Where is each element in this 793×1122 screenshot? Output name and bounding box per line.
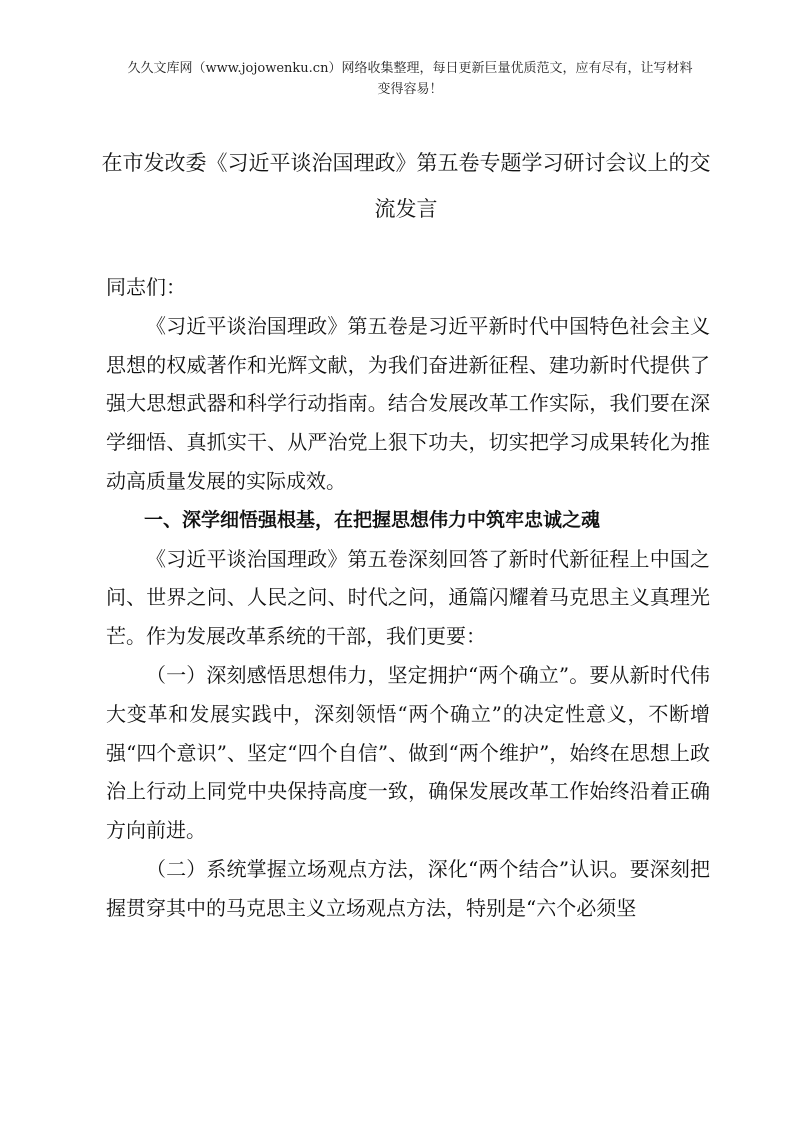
intro-paragraph: 《习近平谈治国理政》第五卷是习近平新时代中国特色社会主义思想的权威著作和光辉文献，为我们奋进新征程、建功新时代提供了强大思想武器和科学行动指南。结合发展改革工作实际，我们要在深学细悟、真抓实干、从严治党上狠下功夫，切实把学习成果转化为推动高质量发展的实际成效。 xyxy=(106,313,710,493)
section-heading-1: 一、深学细悟强根基，在把握思想伟力中筑牢忠诚之魂 xyxy=(144,508,601,531)
subsection-2-paragraph: （二）系统掌握立场观点方法，深化“两个结合”认识。要深刻把握贯穿其中的马克思主义立场观点方法，特别是“六个必须坚 xyxy=(106,856,710,920)
header-line-2: 变得容易！ xyxy=(377,82,443,97)
title-line-1: 在市发改委《习近平谈治国理政》第五卷专题学习研讨会议上的交 xyxy=(101,151,711,175)
title-line-2: 流发言 xyxy=(374,197,438,221)
section-1-paragraph: 《习近平谈治国理政》第五卷深刻回答了新时代新征程上中国之问、世界之问、人民之问、时代之问，通篇闪耀着马克思主义真理光芒。作为发展改革系统的干部，我们更要： xyxy=(106,546,710,649)
page-header xyxy=(120,58,700,100)
salutation: 同志们： xyxy=(106,275,186,299)
document-body xyxy=(106,268,710,928)
subsection-1-paragraph: （一）深刻感悟思想伟力，坚定拥护“两个确立”。要从新时代伟大变革和发展实践中，深刻领悟“两个确立”的决定性意义，不断增强“四个意识”、坚定“四个自信”、做到“两个维护”，始终在思想上政治上行动上同党中央保持高度一致，确保发展改革工作始终沿着正确方向前进。 xyxy=(106,662,710,843)
document-title xyxy=(100,140,712,232)
header-line-1: 久久文库网（www.jojowenku.cn）网络收集整理，每日更新巨量优质范文，应有尽有，让写材料 xyxy=(127,61,693,76)
